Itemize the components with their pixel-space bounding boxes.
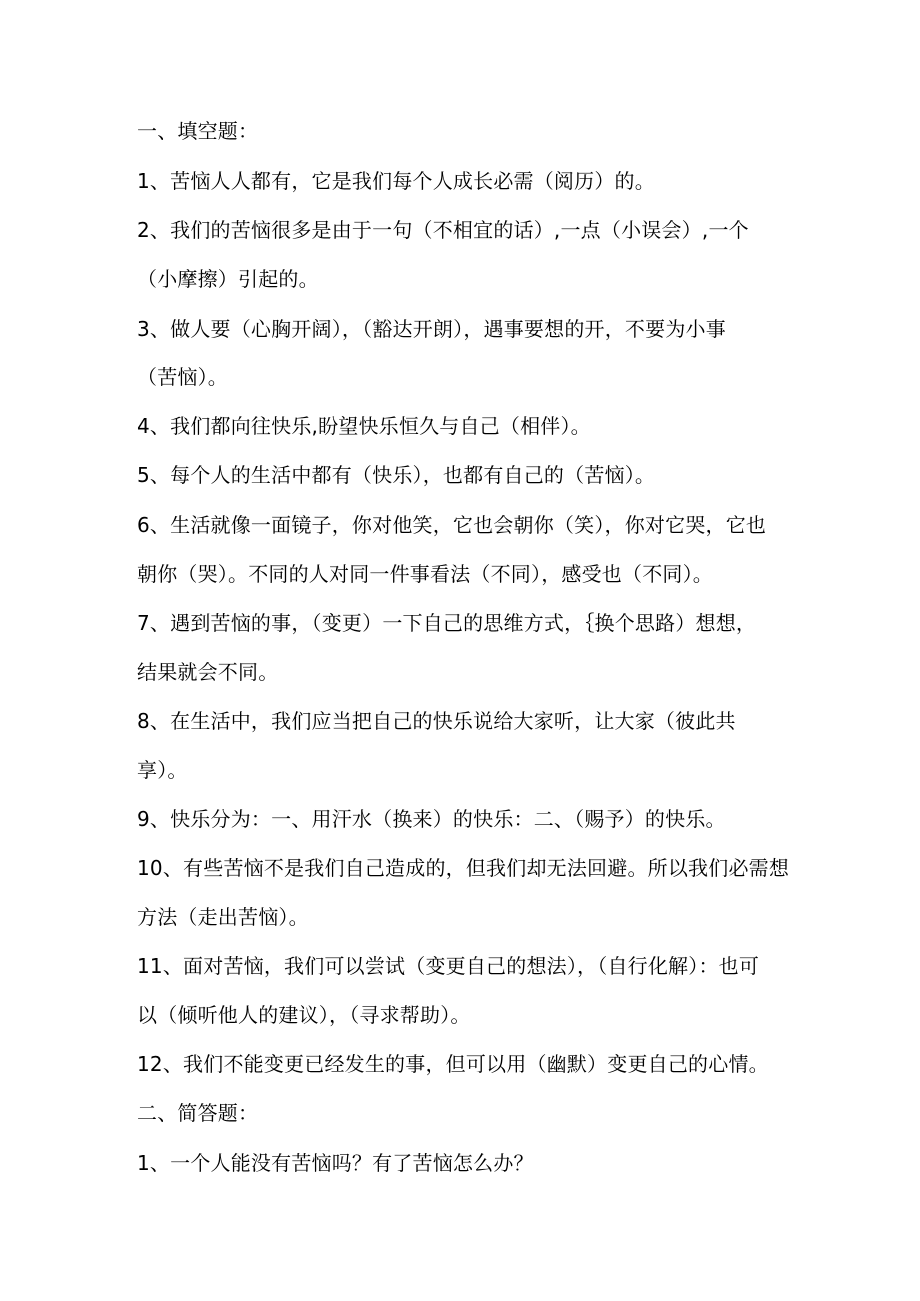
question-line: 2、我们的苦恼很多是由于一句（不相宜的话）,一点（小误会）,一个 bbox=[137, 218, 749, 242]
question-line: 结果就会不同。 bbox=[137, 660, 279, 684]
question-line: 8、在生活中，我们应当把自己的快乐说给大家听，让大家（彼此共 bbox=[137, 709, 736, 733]
section-heading-short-answer: 二、简答题： bbox=[137, 1101, 259, 1125]
question-line: 以（倾听他人的建议），（寻求帮助）。 bbox=[137, 1003, 471, 1027]
question-line: 6、生活就像一面镜子，你对他笑，它也会朝你（笑），你对它哭，它也 bbox=[137, 513, 767, 537]
question-line: （苦恼）。 bbox=[137, 365, 228, 389]
question-line: 3、做人要（心胸开阔），（豁达开朗），遇事要想的开，不要为小事 bbox=[137, 317, 726, 341]
question-line: 1、苦恼人人都有，它是我们每个人成长必需（阅历）的。 bbox=[137, 169, 655, 193]
question-line: 10、有些苦恼不是我们自己造成的，但我们却无法回避。所以我们必需想 bbox=[137, 856, 790, 880]
question-line: 9、快乐分为：一、用汗水（换来）的快乐：二、（赐予）的快乐。 bbox=[137, 807, 726, 831]
question-line: 方法（走出苦恼）。 bbox=[137, 905, 309, 929]
question-line: 1、一个人能没有苦恼吗？有了苦恼怎么办？ bbox=[137, 1151, 534, 1175]
question-line: （小摩擦）引起的。 bbox=[137, 267, 319, 291]
question-line: 4、我们都向往快乐,盼望快乐恒久与自己（相伴）。 bbox=[137, 414, 591, 438]
question-line: 12、我们不能变更已经发生的事，但可以用（幽默）变更自己的心情。 bbox=[137, 1052, 769, 1076]
question-line: 享）。 bbox=[137, 758, 188, 782]
section-heading-fill-in-blank: 一、填空题： bbox=[137, 119, 259, 143]
question-line: 7、遇到苦恼的事，（变更）一下自己的思维方式，｛换个思路）想想， bbox=[137, 611, 757, 635]
question-line: 朝你（哭）。不同的人对同一件事看法（不同），感受也（不同）。 bbox=[137, 562, 713, 586]
question-line: 5、每个人的生活中都有（快乐），也都有自己的（苦恼）。 bbox=[137, 463, 656, 487]
question-line: 11、面对苦恼，我们可以尝试（变更自己的想法），（自行化解）：也可 bbox=[137, 954, 760, 978]
